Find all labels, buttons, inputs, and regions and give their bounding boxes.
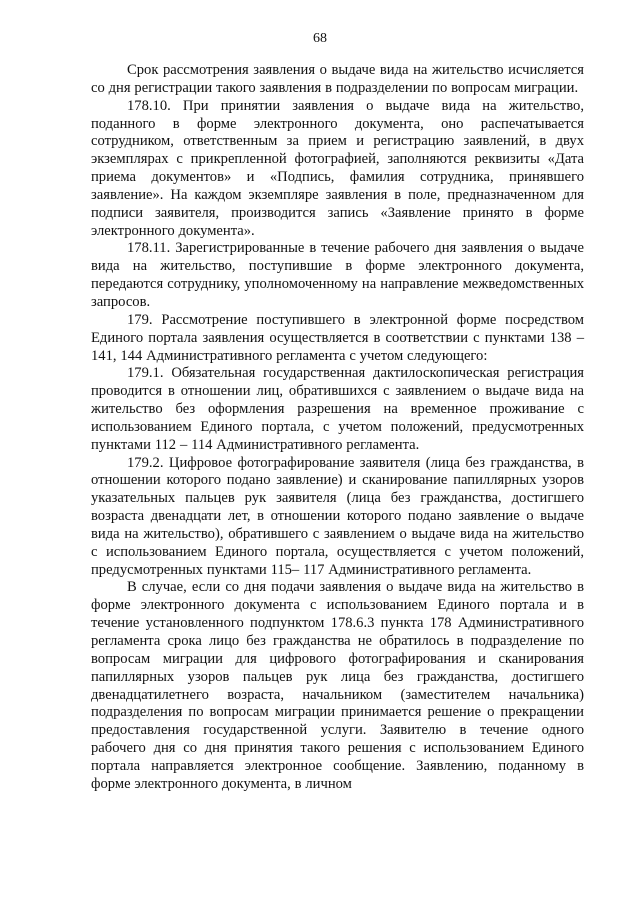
paragraph-179: 179. Рассмотрение поступившего в электронной форме посредством Единого портала заявления осуществляется в соответствии с пунктами 138 – 141, 144 Административного регламента с учетом следующего: [91, 311, 584, 364]
page-number: 68 [313, 31, 327, 46]
document-body [91, 62, 584, 794]
paragraph-179-1: 179.1. Обязательная государственная дактилоскопическая регистрация проводится в отношении лиц, обратившихся с заявлением о выдаче вида на жительство без оформления разрешения на временное проживание с использованием Единого портала, с учетом положений, предусмотренных пунктами 112 – 114 Административного регламента. [91, 365, 584, 453]
paragraph-termination-case: В случае, если со дня подачи заявления о выдаче вида на жительство в форме электронного документа с использованием Единого портала и в течение установленного подпунктом 178.6.3 пункта 178 Административного регламента срока лицо без гражданства не обратилось в подразделение по вопросам миграции для цифрового фотографирования и сканирования папиллярных узоров пальцев рук лица без гражданства, достигшего двенадцатилетнего возраста, начальником (заместителем начальника) подразделения по вопросам миграции принимается решение о прекращении предоставления государственной услуги. Заявителю в течение одного рабочего дня со дня принятия такого решения с использованием Единого портала направляется электронное сообщение. Заявлению, поданному в форме электронного документа, в личном [91, 579, 584, 792]
paragraph-178-10: 178.10. При принятии заявления о выдаче вида на жительство, поданного в форме электронного документа, оно распечатывается сотрудником, ответственным за прием и регистрацию заявлений, в двух экземплярах с прикрепленной фотографией, заполняются реквизиты «Дата приема документов» и «Подпись, фамилия сотрудника, принявшего заявление». На каждом экземпляре заявления в поле, предназначенном для подписи заявителя, производится запись «Заявление принято в форме электронного документа». [91, 97, 584, 239]
paragraph-179-2: 179.2. Цифровое фотографирование заявителя (лица без гражданства, в отношении которого подано заявление) и сканирование папиллярных узоров указательных пальцев рук заявителя (лица без гражданства, достигшего возраста двенадцати лет, в отношении которого подано заявление о выдаче вида на жительство), обратившего с заявлением о выдаче вида на жительство с использованием Единого портала, осуществляется с учетом положений, предусмотренных пунктами 115– 117 Административного регламента. [91, 454, 584, 578]
paragraph-178-11: 178.11. Зарегистрированные в течение рабочего дня заявления о выдаче вида на жительство, поступившие в форме электронного документа, передаются сотруднику, уполномоченному на направление межведомственных запросов. [91, 240, 584, 310]
paragraph-review-period: Срок рассмотрения заявления о выдаче вида на жительство исчисляется со дня регистрации такого заявления в подразделении по вопросам миграции. [91, 62, 584, 96]
